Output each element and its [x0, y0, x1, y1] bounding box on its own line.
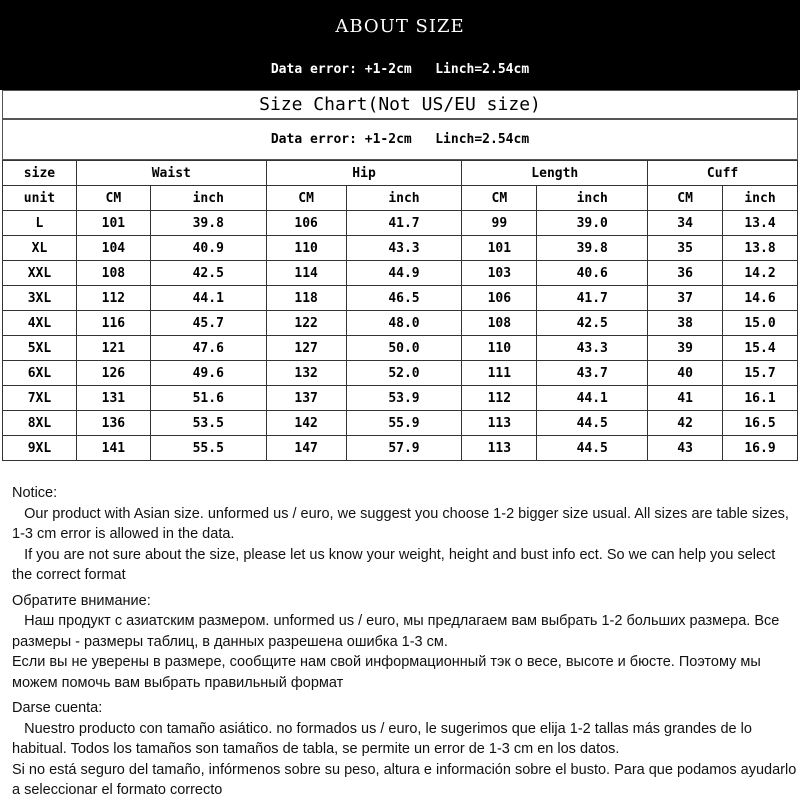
table-cell: 8XL: [3, 411, 77, 436]
table-cell: 43: [648, 436, 723, 461]
table-cell: 127: [266, 336, 346, 361]
table-cell: 99: [462, 211, 537, 236]
notice-heading-ru: Обратите внимание:: [12, 592, 151, 609]
table-cell: 137: [266, 386, 346, 411]
table-cell: 39.8: [537, 236, 648, 261]
table-cell: 16.5: [723, 411, 798, 436]
table-cell: 53.9: [346, 386, 462, 411]
unit-header-row: [3, 186, 798, 211]
table-cell: 49.6: [150, 361, 266, 386]
table-cell: 101: [76, 211, 150, 236]
table-cell: 103: [462, 261, 537, 286]
table-cell: 131: [76, 386, 150, 411]
table-cell: 40: [648, 361, 723, 386]
table-cell: 40.6: [537, 261, 648, 286]
table-cell: 9XL: [3, 436, 77, 461]
table-cell: 13.8: [723, 236, 798, 261]
table-cell: 55.9: [346, 411, 462, 436]
table-cell: XL: [3, 236, 77, 261]
table-row: [3, 411, 798, 436]
table-cell: inch: [150, 186, 266, 211]
table-cell: 44.5: [537, 436, 648, 461]
table-cell: 50.0: [346, 336, 462, 361]
table-cell: 34: [648, 211, 723, 236]
table-cell: CM: [462, 186, 537, 211]
table-cell: 15.7: [723, 361, 798, 386]
table-cell: 3XL: [3, 286, 77, 311]
notice-text: Our product with Asian size. unformed us / euro, we suggest you choose 1-2 bigger size usual. All sizes are table sizes, 1-3 cm error is allowed in the data.: [12, 505, 793, 542]
table-cell: 118: [266, 286, 346, 311]
table-cell: 106: [266, 211, 346, 236]
table-cell: 122: [266, 311, 346, 336]
table-row: [3, 311, 798, 336]
table-cell: 108: [462, 311, 537, 336]
table-cell: inch: [346, 186, 462, 211]
table-row: [3, 236, 798, 261]
table-cell: CM: [648, 186, 723, 211]
table-row: [3, 361, 798, 386]
table-cell: 7XL: [3, 386, 77, 411]
table-cell: 47.6: [150, 336, 266, 361]
table-row: [3, 336, 798, 361]
table-cell: 113: [462, 411, 537, 436]
table-row: [3, 386, 798, 411]
notice-heading-es: Darse cuenta:: [12, 700, 103, 716]
table-cell: L: [3, 211, 77, 236]
table-cell: 41.7: [346, 211, 462, 236]
table-cell: 6XL: [3, 361, 77, 386]
table-cell: 43.7: [537, 361, 648, 386]
table-cell: 16.1: [723, 386, 798, 411]
table-cell: 45.7: [150, 311, 266, 336]
group-header-row: [3, 161, 798, 186]
table-cell: 53.5: [150, 411, 266, 436]
table-cell: 108: [76, 261, 150, 286]
size-table: [2, 160, 798, 461]
table-cell: 43.3: [537, 336, 648, 361]
table-row: [3, 261, 798, 286]
table-cell: inch: [537, 186, 648, 211]
header-title: ABOUT SIZE: [335, 16, 465, 37]
table-cell: 16.9: [723, 436, 798, 461]
table-cell: 132: [266, 361, 346, 386]
table-cell: 48.0: [346, 311, 462, 336]
notice-text-es: Nuestro producto con tamaño asiático. no formados us / euro, le sugerimos que elija 1-2 tallas más grandes de lo habitual. Todos los tamaños son tamaños de tabla, se permite un error de 1-3 cm en los datos.: [12, 720, 756, 757]
table-cell: 41.7: [537, 286, 648, 311]
table-cell: 142: [266, 411, 346, 436]
table-cell: 126: [76, 361, 150, 386]
notice-text-ru: Наш продукт с азиатским размером. unformed us / euro, мы предлагаем вам выбрать 1-2 больших размера. Все размеры - размеры таблиц, в данных разрешена ошибка 1-3 см.: [12, 613, 784, 650]
table-cell: 46.5: [346, 286, 462, 311]
table-cell: 44.1: [537, 386, 648, 411]
table-cell: XXL: [3, 261, 77, 286]
table-cell: 42.5: [150, 261, 266, 286]
table-cell: Length: [462, 161, 648, 186]
table-cell: 44.9: [346, 261, 462, 286]
table-cell: CM: [266, 186, 346, 211]
table-cell: 121: [76, 336, 150, 361]
data-error-note: Data error: +1-2cm Linch=2.54cm: [2, 119, 798, 160]
table-cell: 36: [648, 261, 723, 286]
table-cell: 114: [266, 261, 346, 286]
table-cell: 14.2: [723, 261, 798, 286]
table-cell: 35: [648, 236, 723, 261]
table-cell: 41: [648, 386, 723, 411]
table-cell: 15.4: [723, 336, 798, 361]
header-banner: [0, 0, 800, 90]
table-cell: 42: [648, 411, 723, 436]
table-cell: 112: [462, 386, 537, 411]
table-cell: 55.5: [150, 436, 266, 461]
notes: [12, 483, 797, 801]
table-cell: 112: [76, 286, 150, 311]
table-cell: Hip: [266, 161, 462, 186]
table-cell: 101: [462, 236, 537, 261]
table-cell: 44.1: [150, 286, 266, 311]
table-cell: size: [3, 161, 77, 186]
table-row: [3, 211, 798, 236]
table-cell: 5XL: [3, 336, 77, 361]
table-cell: 4XL: [3, 311, 77, 336]
table-cell: unit: [3, 186, 77, 211]
header-subtitle: Data error: +1-2cm Linch=2.54cm: [270, 62, 530, 77]
notice-text-es: Si no está seguro del tamaño, infórmenos sobre su peso, altura e información sobre el busto. Para que podamos ayudarlo a seleccionar el formato correcto: [12, 761, 797, 798]
notice-text: If you are not sure about the size, please let us know your weight, height and bust info ect. So we can help you select the correct format: [12, 546, 780, 583]
table-cell: 141: [76, 436, 150, 461]
table-cell: 136: [76, 411, 150, 436]
table-cell: 111: [462, 361, 537, 386]
table-cell: 38: [648, 311, 723, 336]
table-cell: 147: [266, 436, 346, 461]
table-cell: 42.5: [537, 311, 648, 336]
table-cell: 15.0: [723, 311, 798, 336]
table-cell: 14.6: [723, 286, 798, 311]
table-cell: 104: [76, 236, 150, 261]
table-cell: CM: [76, 186, 150, 211]
table-cell: 40.9: [150, 236, 266, 261]
table-cell: 57.9: [346, 436, 462, 461]
table-cell: 113: [462, 436, 537, 461]
table-cell: 110: [266, 236, 346, 261]
table-cell: 52.0: [346, 361, 462, 386]
table-cell: 39: [648, 336, 723, 361]
table-cell: 116: [76, 311, 150, 336]
chart-title: Size Chart(Not US/EU size): [2, 90, 798, 119]
notice-heading: Notice:: [12, 485, 58, 501]
table-cell: 110: [462, 336, 537, 361]
table-row: [3, 286, 798, 311]
table-cell: 13.4: [723, 211, 798, 236]
table-cell: 37: [648, 286, 723, 311]
table-cell: 44.5: [537, 411, 648, 436]
table-cell: Waist: [76, 161, 266, 186]
table-cell: inch: [723, 186, 798, 211]
table-cell: 106: [462, 286, 537, 311]
table-cell: 43.3: [346, 236, 462, 261]
table-cell: Cuff: [648, 161, 798, 186]
table-cell: 39.0: [537, 211, 648, 236]
table-cell: 51.6: [150, 386, 266, 411]
notice-text-ru: Если вы не уверены в размере, сообщите нам свой информационный тэк о весе, высоте и бюсте. Поэтому мы можем помочь вам выбрать правильный формат: [12, 654, 761, 691]
table-row: [3, 436, 798, 461]
table-cell: 39.8: [150, 211, 266, 236]
